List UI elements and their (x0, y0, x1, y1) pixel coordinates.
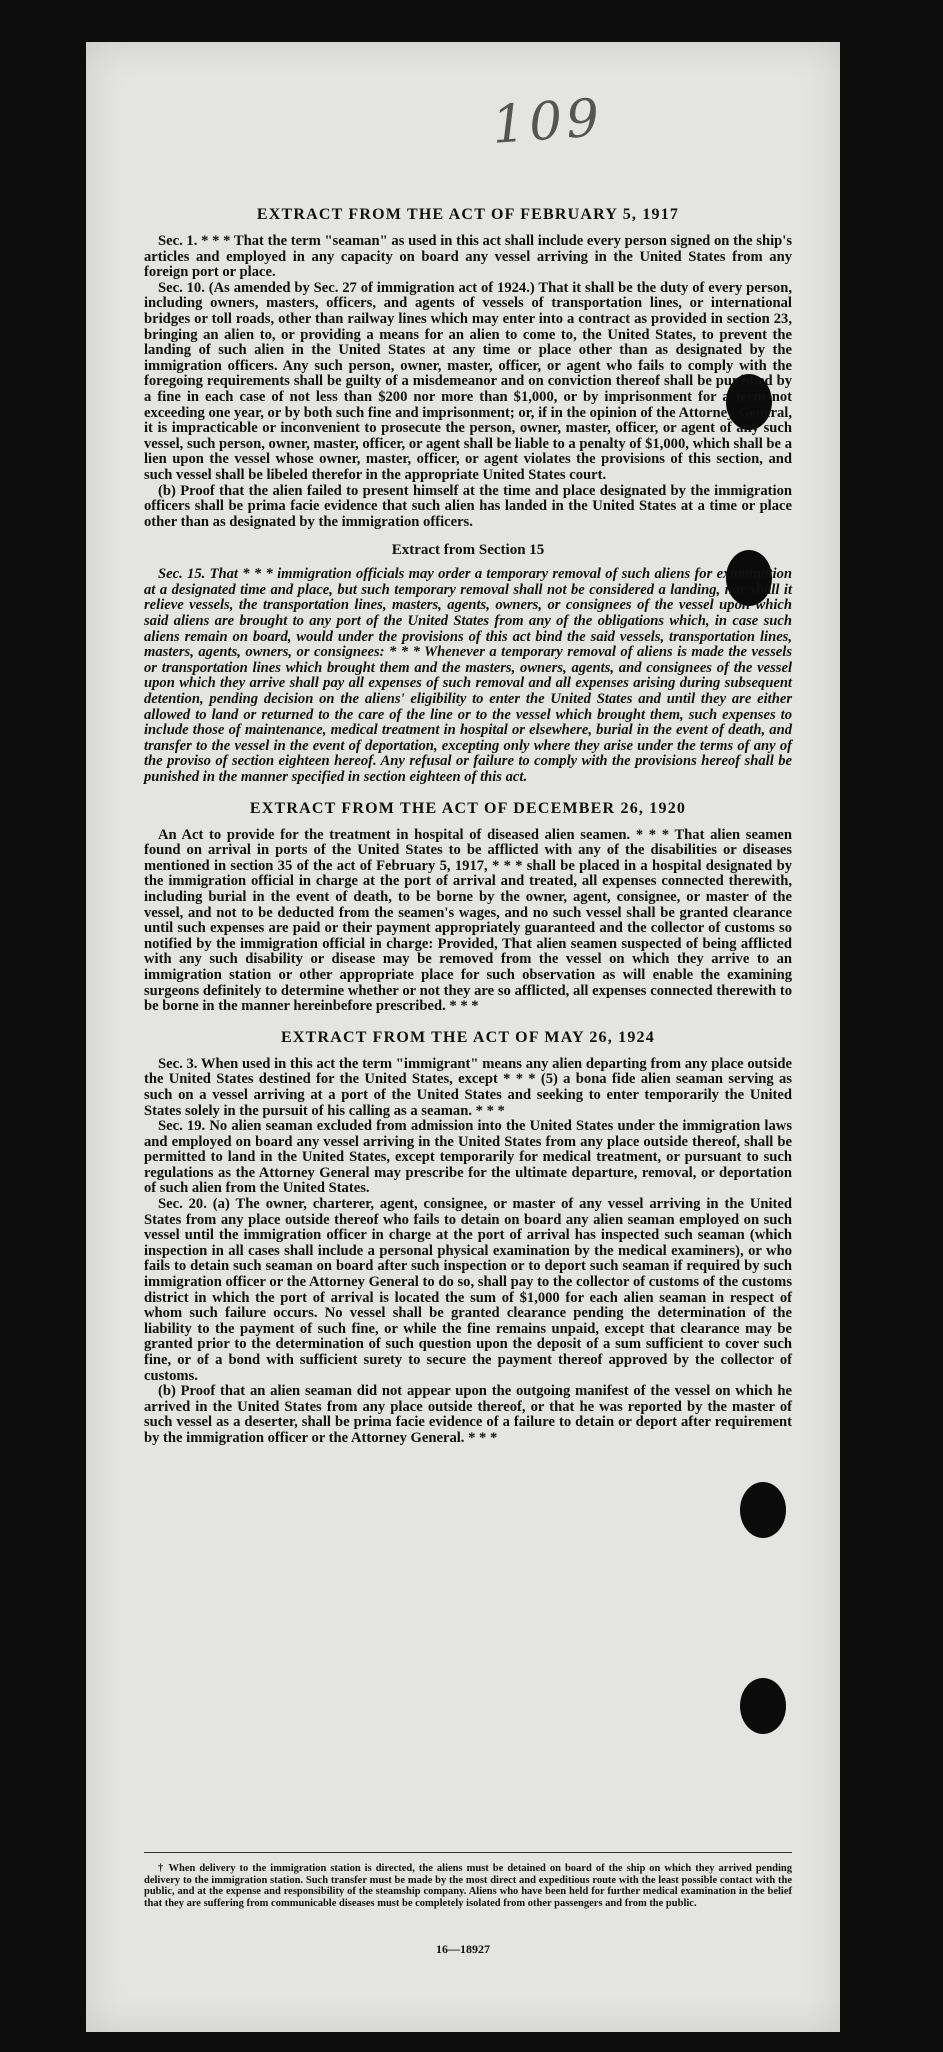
heading-act-1924: EXTRACT FROM THE ACT OF MAY 26, 1924 (281, 1028, 655, 1046)
paragraph-sec-19: Sec. 19. No alien seaman excluded from admission into the United States under the immigration laws and employed on board any vessel arriving in the United States from any place outside thereof, shall be permitted to land in the United States, except temporarily for medical treatment, or pursuant to such regulations as the Attorney General may prescribe for the ultimate departure, removal, or deportation of such alien from the United States. (144, 1118, 792, 1197)
form-number: 16—18927 (436, 1942, 490, 1956)
paragraph-act-1920: An Act to provide for the treatment in hospital of diseased alien seamen. * * * That alien seamen found on arrival in ports of the United States to be afflicted with any of the disabilities or diseases mentioned in section 35 of the act of February 5, 1917, * * * shall be placed in a hospital designated by the immigration official in charge at the port of arrival and treated, all expenses connected therewith, including burial in the event of death, to be borne by the owner, agent, consignee, or master of the vessel, and not to be deducted from the seamen's wages, and no such vessel shall be granted clearance until such expenses are paid or their payment appropriately guaranteed and the collector of customs so notified by the immigration official in charge: Provided, That alien seamen suspected of being afflicted with any such disability or disease may be removed from the vessel on which they arrive to an immigration station or other appropriate place for such observation as will enable the examining surgeons definitely to determine whether or not they are so afflicted, all expenses connected therewith to be borne in the manner hereinbefore prescribed. * * * (144, 826, 792, 1015)
paragraph-sec-3: Sec. 3. When used in this act the term "immigrant" means any alien departing from any place outside the United States destined for the United States, except * * * (5) a bona fide alien seaman serving as such on a vessel arriving at a port of the United States and seeking to enter temporarily the United States solely in the pursuit of his calling as a seaman. * * * (144, 1055, 792, 1119)
punch-hole (740, 1482, 786, 1538)
paragraph-sec-20-b: (b) Proof that an alien seaman did not appear upon the outgoing manifest of the vessel on which he arrived in the United States from any place outside thereof, or that he was reported by the master of such vessel as a deserter, shall be prima facie evidence of a failure to detain or deport after requirement by the immigration officer or the Attorney General. * * * (144, 1383, 792, 1446)
handwritten-page-number: 109 (490, 88, 606, 156)
footnote-text: † When delivery to the immigration station is directed, the aliens must be detained on board of the ship on which they arrived pending delivery to the immigration station. Such transfer must be made by the most direct and expeditious route with the least possible contact with the public, and at the expense and responsibility of the steamship company. Aliens who have been held for further medical examination in the belief that they are suffering from communicable diseases must be completely isolated from other passengers and from the public. (144, 1863, 792, 1909)
paragraph-sec-20-a: Sec. 20. (a) The owner, charterer, agent, consignee, or master of any vessel arriving in the United States from any place outside thereof who fails to detain on board any alien seaman employed on such vessel until the immigration officer in charge at the port of arrival has inspected such seaman (which inspection in all cases shall include a personal physical examination by the medical examiners), or who fails to detain such seaman on board after such inspection or to deport such seaman if required by such immigration officer or the Attorney General to do so, shall pay to the collector of customs of the customs district in which the port of arrival is located the sum of $1,000 for each alien seaman in respect of whom such failure occurs. No vessel shall be granted clearance pending the determination of the liability to the payment of such fine, or while the fine remains unpaid, except that clearance may be granted prior to the determination of such question upon the deposit of a sum sufficient to cover such fine, or of a bond with sufficient surety to secure the payment thereof approved by the collector of customs. (144, 1196, 792, 1384)
paragraph-sec-10: Sec. 10. (As amended by Sec. 27 of immigration act of 1924.) That it shall be the duty of every person, including owners, masters, officers, and agents of vessels of transportation lines, or international bridges or toll roads, other than railway lines which may enter into a contract as provided in section 23, bringing an alien to, or providing a means for an alien to come to, the United States, to prevent the landing of such alien in the United States at any time or place other than as designated by the immigration officers. Any such person, owner, master, officer, or agent who fails to comply with the foregoing requirements shall be guilty of a misdemeanor and on conviction thereof shall be punished by a fine in each case of not less than $200 nor more than $1,000, or by imprisonment for a term not exceeding one year, or by both such fine and imprisonment; or, if in the opinion of the Attorney General, it is impracticable or inconvenient to prosecute the person, owner, master, officer, or agent of any such vessel, such person, owner, master, officer, or agent shall be liable to a penalty of $1,000, which shall be a lien upon the vessel whose owner, master, officer, or agent violates the provisions of this section, and such vessel shall be libeled therefor in the appropriate United States court. (144, 279, 792, 483)
paragraph-sec-15: Sec. 15. That * * * immigration officials may order a temporary removal of such aliens for examination at a designated time and place, but such temporary removal shall not be considered a landing, nor shall it relieve vessels, the transportation lines, masters, agents, owners, or consignees of the vessel upon which said aliens are brought to any port of the United States from any of the obligations which, in case such aliens remain on board, would under the provisions of this act bind the said vessels, transportation lines, masters, agents, owners, or consignees: * * * Whenever a temporary removal of aliens is made the vessels or transportation lines which brought them and the masters, owners, agents, and consignees of the vessel upon which they arrive shall pay all expenses of such removal and all expenses arising during subsequent detention, pending decision on the aliens' eligibility to enter the United States and until they are either allowed to land or returned to the care of the line or to the vessel which brought them, such expenses to include those of maintenance, medical treatment in hospital or elsewhere, burial in the event of death, and transfer to the vessel in the event of deportation, excepting only where they arise under the terms of any of the proviso of section eighteen hereof. Any refusal or failure to comply with the provisions hereof shall be punished in the manner specified in section eighteen of this act. (144, 566, 792, 785)
footnote (144, 1852, 792, 1909)
heading-act-1920: EXTRACT FROM THE ACT OF DECEMBER 26, 1920 (249, 799, 687, 817)
document-page (86, 42, 840, 2032)
paragraph-sec-10-b: (b) Proof that the alien failed to present himself at the time and place designated by the immigration officers shall be prima facie evidence that such alien has landed in the United States at a time or place other than as designated by the immigration officers. (144, 482, 792, 530)
paragraph-sec-1: Sec. 1. * * * That the term "seaman" as used in this act shall include every person signed on the ship's articles and employed in any capacity on board any vessel arriving in the United States from any foreign port or place. (144, 233, 792, 281)
heading-section-15: Extract from Section 15 (391, 542, 545, 559)
document-body (144, 192, 792, 1447)
heading-act-1917: EXTRACT FROM THE ACT OF FEBRUARY 5, 1917 (256, 206, 680, 223)
punch-hole (740, 1678, 786, 1734)
